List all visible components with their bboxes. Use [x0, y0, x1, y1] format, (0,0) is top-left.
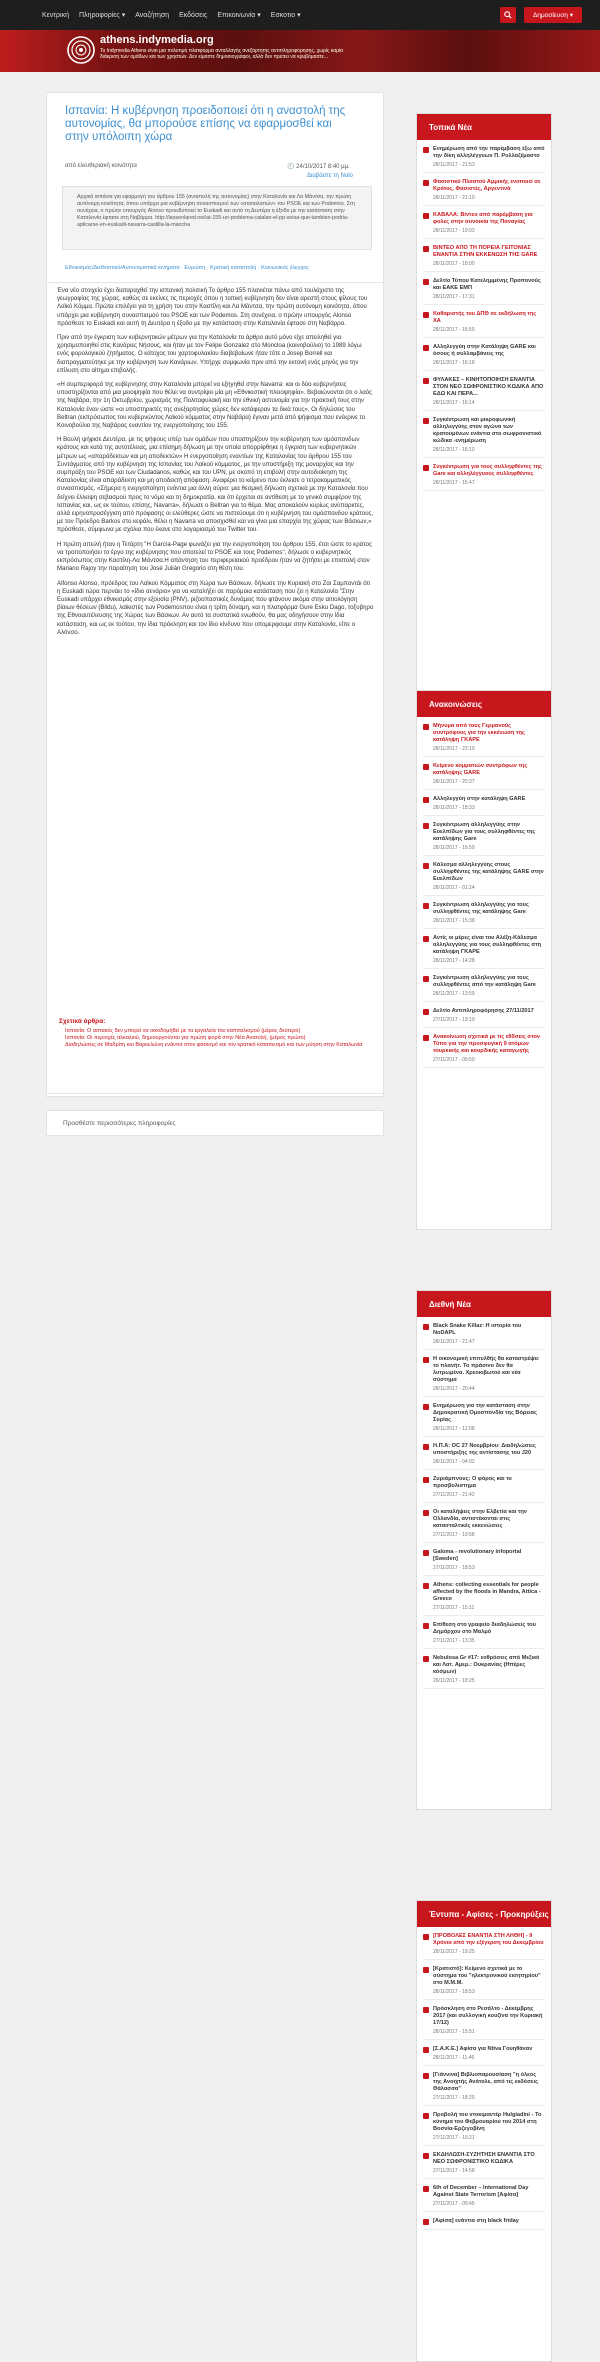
sidebar-item-row: [423, 278, 545, 292]
divider: [423, 2211, 545, 2212]
related-article-link[interactable]: Διαδηλώσεις σε Μαδρίτη και Βαρκελώνη ενάντια στον φασισμό και τον κρατικό καταπιεσμό και των μύηση στην Καταλωνία: [65, 1042, 363, 1048]
divider: [423, 1999, 545, 2000]
article-paragraph: «Η συμπεριφορά της κυβέρνησης στην Καταλονία μπορεί να εξηγηθεί στην Navarra: και οι δύο κυβερνήσεις υποστηρίζονται από μια μειοψηφία που θέλει να συντρίψει μία μη «Εθνικιστική πλειοψηφία». Βεβαιώνονται ότι ο λαός της Ναβάρα, την 1η Οκτωβρίου, χωρισμός της Πολιτοφυλακή και την εθνική αστυνομία για την πρακτική τους στην Καταλονία έναν ώστε «οι υποστηρικτές της ανεξαρτησίας χώρες δεν κατάφεραν τα δικά τους». Οι δηλώσεις του Beltran (εκπρόσωπος του κυβερνώντος Λαϊκού κόμματος στην Ναβάρα) έγιναν μετά από ψήφισμα που ενέκρινε το Κοινοβούλιο της Ναβάρας εναντίον της ενεργοποίησης του 155.: [57, 381, 373, 430]
sidebar-item[interactable]: [423, 311, 545, 338]
sidebar-item-title[interactable]: [Αφίσα] ενάντια στη black friday: [433, 2218, 519, 2224]
related-articles: [59, 1018, 375, 1049]
sidebar-item-date: 26/11/2017 - 18:25: [433, 1678, 475, 1684]
sidebar-item-title[interactable]: Galoma - revolutionary infoportal [Sweden]: [433, 1549, 522, 1562]
item-bullet-icon: [423, 147, 429, 153]
sidebar-item-date: 27/11/2017 - 09:45: [433, 2201, 475, 2207]
publish-button[interactable]: Δημοσίευση ▾: [524, 7, 582, 23]
nav-item-search[interactable]: Αναζήτηση: [135, 11, 170, 19]
item-bullet-icon: [423, 1035, 429, 1041]
item-bullet-icon: [423, 2113, 429, 2119]
sidebar-item-date: 28/11/2017 - 15:38: [433, 918, 475, 924]
sidebar-item[interactable]: [423, 179, 545, 206]
add-info-link[interactable]: Προσθέστε περισσότερες πληροφορίες: [63, 1120, 176, 1127]
sidebar-item-row: [423, 1403, 545, 1424]
divider: [423, 1575, 545, 1576]
article-paragraph: Ένα νέο στοιχείο έχει διαταραχθεί την ισπανική πολιτική Το άρθρο 155 πλανιέται πάνω από τουλάχιστο της γεωγραφίας της χώρας, καθώς σε εκείνες τις περιοχές όπου η τοπική κυβέρνηση δεν είναι αρεστή στους φίλους του Λαϊκό Κόμμα. Πρώτα επιλέγει για τη χρήση του στην Καστίλη και Λα Μάντσα, την πρώτη αυτόνομη κοινότητα, όπου υπάρχει μια κυβέρνηση συνασπισμού του PSOE και των Podemos. Στη συνέχεια, ο πρώην υπουργός Alonso πρόσθεσε το Euskadi και αυτή τη Δευτέρα η έξοδο με την κατάσταση στην Καταλονία έφτασε στη Ναβάρρα.: [57, 287, 368, 327]
sidebar-item-row: [423, 344, 545, 358]
sidebar-item-row: [423, 311, 545, 325]
divider: [423, 1648, 545, 1649]
item-bullet-icon: [423, 1404, 429, 1410]
sidebar-item-row: [423, 822, 545, 843]
sidebar-item-date: 28/11/2017 - 01:24: [433, 885, 475, 891]
sidebar-item-title[interactable]: Επίθεση στο γραφείο διαδηλώσεις του Δημάρχου στο Μαλμό: [433, 1622, 536, 1635]
sidebar-item-title[interactable]: [Γιάννινα] Βιβλιοπαρουσίαση "η όλεος της Ανοιχτής Ανάτολε, από τις εκδόσεις Θάλασσα": [433, 2072, 539, 2092]
sidebar-item-date: 28/11/2017 - 21:10: [433, 195, 475, 201]
sidebar-item-date: 27/11/2017 - 09:50: [433, 1057, 475, 1063]
sidebar-block-title: Ανακοινώσεις: [417, 691, 551, 717]
sidebar-item-row: [423, 862, 545, 883]
item-bullet-icon: [423, 246, 429, 252]
article-summary: Αρχικά ισπάνια για εφαρμογή του άρθρου 155 (αναστολή της αυτονομίας) στην Καταλονία και Λα Μάντσα, την πρώτη αυτόνομη κοινότητα, όπου υπάρχει μια κυβέρνηση συνασπισμού των «σοσιαλιστών» του PSOE και των Podemos. Στη συνέχεια, ο πρώην υπουργός Alonso προειδοποιεί το Euskadi και αυτό τη Δευτέρα η έξοδο με την κατάσταση στην Καταλονία έφτασε στη Ναβάρρα. http://laosenlared.net/at-155-un-problema-catalan-el-pp-avisa-que-tambien-podria-aplicarse-en-euskadi-navarra-castilla-la-mancha: [77, 194, 355, 228]
top-navigation-bar: [0, 0, 600, 30]
sidebar-prints-posters: [416, 1900, 552, 2362]
sidebar-item-row: [423, 2152, 545, 2166]
sidebar-item-row: [423, 1443, 545, 1457]
sidebar-item-row: [423, 2218, 545, 2225]
sidebar-item-row: [423, 1323, 545, 1337]
item-bullet-icon: [423, 1357, 429, 1363]
item-bullet-icon: [423, 1009, 429, 1015]
site-banner: [0, 30, 600, 72]
sidebar-item[interactable]: [423, 212, 545, 239]
sidebar-item[interactable]: [423, 2218, 545, 2230]
item-bullet-icon: [423, 2186, 429, 2192]
sidebar-item-title[interactable]: Καθαριστής του ΔΠΘ σε εκδήλωση της ΧΑ: [433, 311, 537, 324]
sidebar-list: [417, 140, 551, 491]
sidebar-item-title[interactable]: Συγκέντρωση αλληλεγγύης στην Ευελπίδων για τους συλληφθέντες της κατάληψης Gare: [433, 822, 536, 842]
sidebar-item-row: [423, 2185, 545, 2199]
sidebar-item-date: 28/11/2017 - 23:19: [433, 746, 475, 752]
sidebar-item-title[interactable]: ΚΑΒΑΛΑ: Βίντεο από παρέμβαση για φολες στην συνοικία της Παναγίας: [433, 212, 533, 225]
nav-item-info[interactable]: Πληροφορίες ▾: [79, 12, 126, 19]
article-paragraph: Alfonso Alonso, πρόεδρος του Λαϊκού Κόμματος στη Χώρα των Βάσκων, δήλωσε την Κυριακή στο Zαι Σαμποντάι ότι η Euskadi τώρα περνάει το «ίδιο σενάριο» για να καταλήξει σε παρόμοια κατάσταση που ζει η Καταλονία "Στην Euskadi υπάρχει εθνικισμός στην εξουσία (PNV), ριζοσπαστικές δυνάμεις που φτάνουν ακόμα στην αιτιολόγηση βίαιων θέσεων (Bildu), λαϊκιστές των Podemosπου είναι η τρίτη δύναμη, και η πλατφόρμα Gure Esku Dago, τοξυβηρο της Εθνοαυτέλευσης της Χώρας των Βάσκων. Αν αυτό τα συστατικά ενωθούν, θα μας οδηγήσουν στην ίδια κατάσταση, και ως εκ τούτου, την ίδια πρόκληση και τον ίδιο κίνδυνο που υπομερφουμε στην Καταλονία, είπε ο Αλόνσο.: [57, 579, 374, 636]
divider: [423, 1349, 545, 1350]
item-bullet-icon: [423, 724, 429, 730]
item-bullet-icon: [423, 2073, 429, 2079]
sidebar-item-date: 27/11/2017 - 21:42: [433, 1492, 475, 1498]
divider: [423, 928, 545, 929]
divider: [423, 968, 545, 969]
sidebar-item-date: 28/11/2017 - 04:02: [433, 1459, 475, 1465]
divider: [423, 855, 545, 856]
sidebar-item[interactable]: [423, 1509, 545, 1543]
sidebar-item-title[interactable]: Ενημέρωση από την παρέμβαση έξω από την δίκη αλληλέγγυων Π. Ρολλαζέμαστο: [433, 146, 545, 159]
sidebar-item-row: [423, 245, 545, 259]
sidebar-item[interactable]: [423, 2112, 545, 2146]
item-bullet-icon: [423, 378, 429, 384]
article-paragraph: Πριν από την έγκριση των κυβερνητικών μέτρων για την Καταλονία το άρθρο αυτό μόνο είχε απειληθεί για χρησιμοποιηθεί στις Κανάριες Νήσους, και ήταν με τον Felipe Gonzalez στο Moncloa (κοινοβούλιο) το 1989 λόγω ενός φορολογικού ζητήματος. Ο κάτοχος του χαρτοφυλακίου διαβεβαίωνε ήταν τότε ο Josep Borrell και διαπραγματεύτηκε με την κυβέρνηση των Κανάριων. Υπήρχε συμφωνία πριν από την εκτονή ενός μηνός για την επίλυση στο αίτημα επιβολής.: [57, 334, 362, 374]
sidebar-item-date: 28/11/2017 - 21:47: [433, 1339, 475, 1345]
item-bullet-icon: [423, 1583, 429, 1589]
sidebar-item[interactable]: [423, 245, 545, 272]
sidebar-item-title[interactable]: Πρόσκληση στο Ρεσάλτο - Δεκέμβρης 2017 (και συλλογική κουζίνα την Κυριακή 17/12): [433, 2006, 543, 2026]
sidebar-list: [417, 1927, 551, 2230]
item-bullet-icon: [423, 180, 429, 186]
divider: [423, 2039, 545, 2040]
divider: [423, 1396, 545, 1397]
article-tags[interactable]: Εθνικισμός/Διεθνιστικό/Αυτονομιστικά κινήματα · Ευρώπη · Κρατική καταστολή · Κοινωνικός έλεγχος: [65, 265, 309, 271]
sidebar-list: [417, 717, 551, 1068]
sidebar-item-row: [423, 1356, 545, 1384]
divider: [423, 337, 545, 338]
sidebar-item-title[interactable]: Αλληλεγγύη στην Κατάληψη GARE και όσους ή συλλαμβάνεις της: [433, 344, 536, 357]
sidebar-item-title[interactable]: Κάλεσμα αλληλεγγύης στους συλληφθέντες της κατάληψης GARE στην Ευελπίδων: [433, 862, 544, 882]
sidebar-item-title[interactable]: Αλληλεγγύη στην κατάληψη GARE: [433, 796, 526, 802]
divider: [423, 1436, 545, 1437]
sidebar-item-title[interactable]: [ΠΡΟΒΟΛΕΣ ΕΝΑΝΤΙΑ ΣΤΗ ΛΗΘΗ] - 9 Χρόνια από την εξέγερση του Δεκεμβρίου: [433, 1933, 544, 1946]
sidebar-item-row: [423, 902, 545, 916]
divider: [47, 282, 385, 283]
sidebar-item-row: [423, 146, 545, 160]
nav-item-home[interactable]: Κεντρική: [42, 11, 69, 19]
sidebar-item[interactable]: [423, 975, 545, 1002]
divider: [423, 1615, 545, 1616]
sidebar-item-date: 27/11/2017 - 18:53: [433, 1565, 475, 1571]
sidebar-item-date: 27/11/2017 - 18:25: [433, 2095, 475, 2101]
divider: [423, 238, 545, 239]
item-bullet-icon: [423, 976, 429, 982]
nav-item-other[interactable]: Εσκοτιο ▾: [270, 12, 301, 19]
sidebar-item-row: [423, 2112, 545, 2133]
sidebar-item-date: 28/11/2017 - 18:00: [433, 261, 475, 267]
indymedia-logo-icon[interactable]: [66, 35, 96, 65]
sidebar-item-title[interactable]: Η.Π.Α: ΟC 27 Νοεμβρίου: Διαδηλώσεις υποστήριξης της αντίστασης του J20: [433, 1443, 536, 1456]
search-button[interactable]: [500, 7, 516, 23]
sidebar-item[interactable]: [423, 2006, 545, 2040]
item-bullet-icon: [423, 863, 429, 869]
sidebar-item-title[interactable]: Ενημέρωση για την κατάσταση στην Δημοκρατική Ομοσπονδία της Βόρειας Συρίας: [433, 1403, 537, 1423]
sidebar-item-row: [423, 1008, 545, 1015]
sidebar-item[interactable]: [423, 1008, 545, 1028]
sidebar-item-date: 28/11/2017 - 16:10: [433, 447, 475, 453]
sidebar-item-title[interactable]: Οι καταλήψεις στην Ελβετία και την Ολλανδία, αντιστέκονται στις κατασταλτικές εκκενώσεις: [433, 1509, 527, 1529]
sidebar-item-row: [423, 1933, 545, 1947]
divider: [423, 815, 545, 816]
sidebar-item-row: [423, 1034, 545, 1055]
sidebar-item[interactable]: [423, 2046, 545, 2066]
item-bullet-icon: [423, 345, 429, 351]
divider: [423, 205, 545, 206]
sidebar-announcements: [416, 690, 552, 1230]
clock-icon: 🕘: [287, 164, 297, 170]
item-bullet-icon: [423, 1934, 429, 1940]
main-menu: [42, 0, 311, 30]
divider: [423, 1067, 545, 1068]
sidebar-item[interactable]: [423, 1443, 545, 1470]
sidebar-item[interactable]: [423, 1966, 545, 2000]
sidebar-item[interactable]: [423, 417, 545, 458]
item-bullet-icon: [423, 2047, 429, 2053]
item-bullet-icon: [423, 1623, 429, 1629]
sidebar-item-row: [423, 1582, 545, 1603]
site-name[interactable]: athens.indymedia.org: [100, 34, 214, 46]
sidebar-item-title[interactable]: Nebulosa Gr #17: εοθρόσεις από Μεξικό και Λατ. Αμερ.: Ουκρανίας (Ηπέρες κόσμων): [433, 1655, 540, 1675]
sidebar-item[interactable]: [423, 796, 545, 816]
sidebar-item-date: 28/11/2017 - 20:37: [433, 779, 475, 785]
sidebar-item[interactable]: [423, 822, 545, 856]
sidebar-item-row: [423, 2006, 545, 2027]
article-paragraph: Η Βουλή ψήφισε Δευτέρα, με τις ψήφους υπέρ των ομάδων που υποστηρίζουν την κυβέρνηση των ομόσπονδων κράτους και κατά της αυτοτέλειας, μια επίσημη δήλωση με την οποία απορρίφθηκε η έγκριση των κυβερνητικών μέτρων ως «απαράδεκτων και μη αποδεκτών» Η ενεργοποίηση εναντίων της Καταλονίας του άρθρου 155 του Συντάγματος από την κυβέρνηση της Ισπανίας του Λαϊκού κόμματος, με την υποστήριξη της μοναρχίας και την συμπράξη του PSOE και των Ciudadanos, καθώς και του UPN, με σκοπό τη επιβολή στην αυτοδιοίκηση της Καταλονίας είναι απαράδεκτη και μη αποδεκτή απόφαση. Αναφέρει το κείμενο που έκλεισε ο τετρακομματικός συνασπισμός. «Σήμερα η ενεργοποίηση ενάντια μια άλλη αύριο: μια θεσμική δήλωση σχετικά με την Καταλονία που δείχνει έλλειψη σεβασμού προς το νόμο και τη δημοκρατία, και ότι έρχεται σε αντίθεση με το γενικό συμφέρον της Ισπανίας και, ως εκ τούτου, επίσης, Navarra», δήλωσε ο Beltran για το θέμα. Μας αποκαλούν κυρίως ανύπαρκτες, αλλά ειρηνοπροσέγγιση από πρόφασης οι ελεύθερες ώστε να πιστεύουμε ότι η κυβέρνηση του ομόσπονδου κράτους, με τον Πρόεδρο Barkos στο κεφάλι, θέλει η Navarra να αποσχισθεί και να γίνει μια επαρχία της χώρας των Βάσκων,» πρόσθεσε, σύμφωνα με σχόλια που έκανε στο λογαριασμό του Twitter του.: [57, 436, 374, 534]
sidebar-item-title[interactable]: Ανακοίνωση σχετικά με τις εθδσεις στον Τύπο για την προσφυγική 9 ατόμων τουρκικής και κουρδικής καταγωγής: [433, 1034, 541, 1054]
sidebar-item-title[interactable]: Κείμενο κομματιών συντρόφων της κατάληψης GARE: [433, 763, 528, 776]
divider: [423, 1542, 545, 1543]
divider: [423, 1469, 545, 1470]
sidebar-item-date: 28/11/2017 - 12:08: [433, 1426, 475, 1432]
item-bullet-icon: [423, 797, 429, 803]
divider: [423, 789, 545, 790]
sidebar-item-row: [423, 1509, 545, 1530]
sidebar-item-date: 28/11/2017 - 11:46: [433, 2055, 475, 2061]
divider: [423, 410, 545, 411]
article-summary-box: [62, 186, 372, 250]
sidebar-item-title[interactable]: Δελτίο Αντιπληροφόρησης 27/11/2017: [433, 1008, 534, 1014]
sidebar-item[interactable]: [423, 377, 545, 411]
sidebar-item[interactable]: [423, 1582, 545, 1616]
sidebar-item-date: 28/11/2017 - 16:55: [433, 327, 475, 333]
divider: [423, 2145, 545, 2146]
sidebar-item[interactable]: [423, 935, 545, 969]
sidebar-item-date: 28/11/2017 - 18:33: [433, 805, 475, 811]
article-paragraph: Η πρώτη απειλή ήταν η Τετάρτη "Η García-Page φωνάζει για την ενεργοποίηση του άρθρου 155, έτσι ώστε το κράτος να τροποποιήσει το έργο της κυβέρνησης που αποτελεί το PSOE και τους Podemos", δήλωσε ο κυβερνητικός εκπρόσωπος στην Καστίλη-Λα Μάντσα.Η απάντηση του περιφερειακού προέδρου ήταν να ζητήσει με επιστολή στον Mariano Rajoy την παραίτηση του José Julián Gregorio στη θέση του.: [57, 540, 372, 573]
sidebar-item-row: [423, 1549, 545, 1563]
sidebar-item-date: 28/11/2017 - 15:47: [433, 480, 475, 486]
sidebar-item-title[interactable]: ΕΚΔΗΛΩΣΗ-ΣΥΖΗΤΗΣΗ ΕΝΑΝΤΙΑ ΣΤΟ ΝΕΟ ΣΩΦΡΟΝΙΣΤΙΚΟ ΚΩΔΙΚΑ: [433, 2152, 535, 2165]
sidebar-item-date: 27/11/2017 - 13:35: [433, 1638, 475, 1644]
sidebar-item-row: [423, 212, 545, 226]
sidebar-item-date: 28/11/2017 - 21:53: [433, 162, 475, 168]
search-icon: [504, 11, 512, 19]
divider: [423, 1502, 545, 1503]
sidebar-item[interactable]: [423, 278, 545, 305]
article-permalink[interactable]: Διαβάστε τη Νοίο: [307, 173, 353, 179]
sidebar-item-row: [423, 417, 545, 445]
sidebar-item-row: [423, 2046, 545, 2053]
sidebar-item-title[interactable]: Συγκέντρωση αλληλεγγύης για τους συλληφθέντες της κατάληψης Gare: [433, 902, 529, 915]
item-bullet-icon: [423, 2007, 429, 2013]
sidebar-item-row: [423, 796, 545, 803]
item-bullet-icon: [423, 2153, 429, 2159]
sidebar-item-row: [423, 2072, 545, 2093]
divider: [423, 1959, 545, 1960]
sidebar-item-row: [423, 935, 545, 956]
sidebar-item[interactable]: [423, 2072, 545, 2106]
item-bullet-icon: [423, 823, 429, 829]
sidebar-item-date: 28/11/2017 - 16:18: [433, 360, 475, 366]
divider: [423, 2065, 545, 2066]
sidebar-item[interactable]: [423, 1655, 545, 1689]
article-date: [287, 163, 350, 170]
sidebar-item-title[interactable]: Συγκέντρωση και μικροφωνική αλληλεγγύης στον αγώνα των κρατουμένων ενάντια στο σωφρονιστικό κώδικα -ενημέρωση: [433, 417, 542, 444]
sidebar-item-date: 27/11/2017 - 16:21: [433, 2135, 475, 2141]
sidebar-item-row: [423, 179, 545, 193]
sidebar-item[interactable]: [423, 1403, 545, 1437]
divider: [423, 271, 545, 272]
divider: [423, 304, 545, 305]
sidebar-item-title[interactable]: Η οικονομική επιτυλθής θα καταστρέψει το πλανήτ. Το πράσινο δεν θα λυτρωμένα. Χρεοκιβωτού και νέα σύστημα: [433, 1356, 539, 1383]
item-bullet-icon: [423, 312, 429, 318]
nav-item-editions[interactable]: Εκδόσεις: [179, 11, 208, 19]
sidebar-block-title: Έντυπα - Αφίσες - Προκηρύξεις: [417, 1901, 551, 1927]
divider: [423, 490, 545, 491]
sidebar-item[interactable]: [423, 902, 545, 929]
sidebar-item-row: [423, 975, 545, 989]
item-bullet-icon: [423, 1444, 429, 1450]
sidebar-list: [417, 1317, 551, 1689]
item-bullet-icon: [423, 1324, 429, 1330]
item-bullet-icon: [423, 279, 429, 285]
sidebar-item-row: [423, 1655, 545, 1676]
sidebar-item-title[interactable]: Athens: collecting essentials for people affected by the floods in Mandra, Attica - Greece: [433, 1582, 541, 1602]
item-bullet-icon: [423, 1477, 429, 1483]
sidebar-item[interactable]: [423, 464, 545, 491]
sidebar-item[interactable]: [423, 1356, 545, 1397]
sidebar-item[interactable]: [423, 2185, 545, 2212]
item-bullet-icon: [423, 418, 429, 424]
sidebar-item[interactable]: [423, 763, 545, 790]
sidebar-item-title[interactable]: ΦΥΛΑΚΕΣ – ΚΙΝΗΤΟΠΟΙΗΣΗ ΕΝΑΝΤΙΑ ΣΤΟΝ ΝΕΟ ΣΩΦΡΟΝΙΣΤΙΚΟ ΚΩΔΙΚΑ ΑΠΟ ΕΔΩ ΚΑΙ ΠΕΡΑ...: [433, 377, 544, 397]
article-headline[interactable]: Ισπανία: Η κυβέρνηση προειδοποιεί ότι η αναστολή της αυτονομίας, θα μπορούσε επίσης να εφαρμοσθεί και στην υπόλοιπη χώρα: [65, 105, 346, 143]
related-article-link[interactable]: Ισπανία: Ο αστακός δεν μπορεί να οικοδομήθεί με τα εργαλεία του καπιταλισμού (μέρος δεύτερο): [65, 1028, 301, 1034]
divider: [423, 2229, 545, 2230]
sidebar-item[interactable]: [423, 1933, 545, 1960]
item-bullet-icon: [423, 936, 429, 942]
sidebar-item[interactable]: [423, 1034, 545, 1068]
site-tagline: Το Indymedia Athens είναι μια πολυτιμή πλατφόρμα ανταλλαγής ανεξάρτητης αντιπληροφόρησης, χωρίς καμία διάκριση των ομάδων και των χρηστών. Δεν είμαστε δημοσιογράφοι, αλλά δεν πρέπει να κρυβόμαστε...: [100, 48, 344, 60]
sidebar-item-date: 28/11/2017 - 13:59: [433, 991, 475, 997]
sidebar-international-news: [416, 1290, 552, 1810]
sidebar-item-date: 27/11/2017 - 19:58: [433, 1532, 475, 1538]
divider: [423, 895, 545, 896]
sidebar-item-date: 28/11/2017 - 15:51: [433, 2029, 475, 2035]
item-bullet-icon: [423, 903, 429, 909]
divider: [423, 1688, 545, 1689]
sidebar-item-date: 28/11/2017 - 16:59: [433, 845, 475, 851]
sidebar-item-title[interactable]: Αντίς οι μέρες είναι του Αλέξη-Κάλεσμα αλληλεγγύης για τους συλληφθέντες στη κατάληψη ΓΚΑΡΕ: [433, 935, 542, 955]
sidebar-item-date: 28/11/2017 - 14:28: [433, 958, 475, 964]
sidebar-item-date: 28/11/2017 - 19:25: [433, 1949, 475, 1955]
sidebar-item-title[interactable]: Δελτίο Τύπου Κατελημμένης Προπονούς και ΕΑΚΕ ΕΜΠ: [433, 278, 541, 291]
related-articles-title: Σχετικά άρθρα:: [59, 1018, 106, 1025]
sidebar-item-row: [423, 1622, 545, 1636]
sidebar-item-title[interactable]: Μήνυμα από τους Γερμανούς συντρόφους για την εκκένωση της κατάληψη ΓΚΑΡΕ: [433, 723, 525, 743]
divider: [423, 756, 545, 757]
item-bullet-icon: [423, 1550, 429, 1556]
related-article-link[interactable]: Ισπανία: Οι περιοχές αλκαλιού, δημιουργούνται για πρώτη φορά στην Νέα Ανατολή, (μέρος πρώτο): [65, 1035, 306, 1041]
sidebar-item[interactable]: [423, 1549, 545, 1576]
sidebar-item-date: 28/11/2017 - 18:53: [433, 1989, 475, 1995]
sidebar-item-row: [423, 763, 545, 777]
sidebar-item[interactable]: [423, 723, 545, 757]
item-bullet-icon: [423, 1510, 429, 1516]
item-bullet-icon: [423, 2219, 429, 2225]
sidebar-item[interactable]: [423, 1323, 545, 1350]
divider: [47, 1093, 385, 1094]
article-date-text: 24/10/2017 8:40 μμ.: [296, 164, 350, 170]
sidebar-item-title[interactable]: [Κρατιστό]: Κείμενο σχετικά με το σύστημα του "ηλεκτρονικού εισητηρίου" στο Μ.Μ.Μ.: [433, 1966, 541, 1986]
sidebar-item-row: [423, 1476, 545, 1490]
sidebar-item[interactable]: [423, 2152, 545, 2179]
divider: [423, 2105, 545, 2106]
divider: [423, 1027, 545, 1028]
sidebar-item[interactable]: [423, 1476, 545, 1503]
sidebar-item-date: 27/11/2017 - 14:58: [433, 2168, 475, 2174]
sidebar-item-title[interactable]: Συγκέντρωση αλληλεγγύης για τους συλληφθέντες από την κατάληψη Gare: [433, 975, 536, 988]
sidebar-item-row: [423, 723, 545, 744]
item-bullet-icon: [423, 764, 429, 770]
article-body: [57, 287, 375, 643]
sidebar-item-row: [423, 377, 545, 398]
sidebar-item-row: [423, 1966, 545, 1987]
sidebar-item-date: 28/11/2017 - 17:31: [433, 294, 475, 300]
sidebar-item-title[interactable]: Black Snake Killaz: Η ιστορία του NoDAPL: [433, 1323, 522, 1336]
item-bullet-icon: [423, 213, 429, 219]
sidebar-item[interactable]: [423, 1622, 545, 1649]
add-info-card: [46, 1110, 384, 1136]
sidebar-item-title[interactable]: ΒΙΝΤΕΟ ΑΠΟ ΤΗ ΠΟΡΕΙΑ ΓΕΙΤΟΝΙΑΣ ΕΝΑΝΤΙΑ ΣΤΗΝ ΕΚΚΕΝΩΣΗ ΤΗΣ GARE: [433, 245, 538, 258]
sidebar-item[interactable]: [423, 146, 545, 173]
divider: [423, 1001, 545, 1002]
sidebar-item-date: 28/11/2017 - 20:44: [433, 1386, 475, 1392]
sidebar-item-row: [423, 464, 545, 478]
divider: [423, 172, 545, 173]
item-bullet-icon: [423, 1967, 429, 1973]
sidebar-item-title[interactable]: [Σ.Α.Κ.Ε.] Αφίσα για Ntiva Γουηθάναν: [433, 2046, 533, 2052]
sidebar-block-title: Τοπικά Νέα: [417, 114, 551, 140]
article-card: [46, 92, 384, 1097]
divider: [423, 370, 545, 371]
sidebar-item-date: 28/11/2017 - 16:14: [433, 400, 475, 406]
sidebar-item[interactable]: [423, 344, 545, 371]
sidebar-item-title[interactable]: Συγκέντρωση για τους συλληφθέντες της Gare και αλληλέγγυους συλληφθέντες: [433, 464, 542, 477]
divider: [423, 457, 545, 458]
sidebar-item-title[interactable]: Ζυριάμπνους: Ο φόρος και το προσβολιστημα: [433, 1476, 512, 1489]
sidebar-item-title[interactable]: Προβολή του ντοκιμαντέρ Hulgiadini - Το κύνημα του Φεβρουαρίου του 2014 στη Βοσνία-Ερζεγοβίνη: [433, 2112, 542, 2132]
sidebar-item-date: 27/11/2017 - 19:19: [433, 1017, 475, 1023]
sidebar-item-title[interactable]: Φασιστικό Πλαστού Αμμικής ενοποιεί σε Κρότος, Φασιστές, Αργεντινά: [433, 179, 541, 192]
sidebar-block-title: Διεθνή Νέα: [417, 1291, 551, 1317]
sidebar-item[interactable]: [423, 862, 545, 896]
item-bullet-icon: [423, 465, 429, 471]
divider: [423, 2178, 545, 2179]
sidebar-item-date: 28/11/2017 - 19:03: [433, 228, 475, 234]
sidebar-item-title[interactable]: 6th of December – International Day Against State Terrorism [Αφίσα]: [433, 2185, 529, 2198]
article-author: από ελευθεριακή κοινότητα: [65, 163, 137, 169]
sidebar-item-date: 27/11/2017 - 15:11: [433, 1605, 475, 1611]
nav-item-contact[interactable]: Επικοινωνία ▾: [217, 12, 261, 19]
item-bullet-icon: [423, 1656, 429, 1662]
